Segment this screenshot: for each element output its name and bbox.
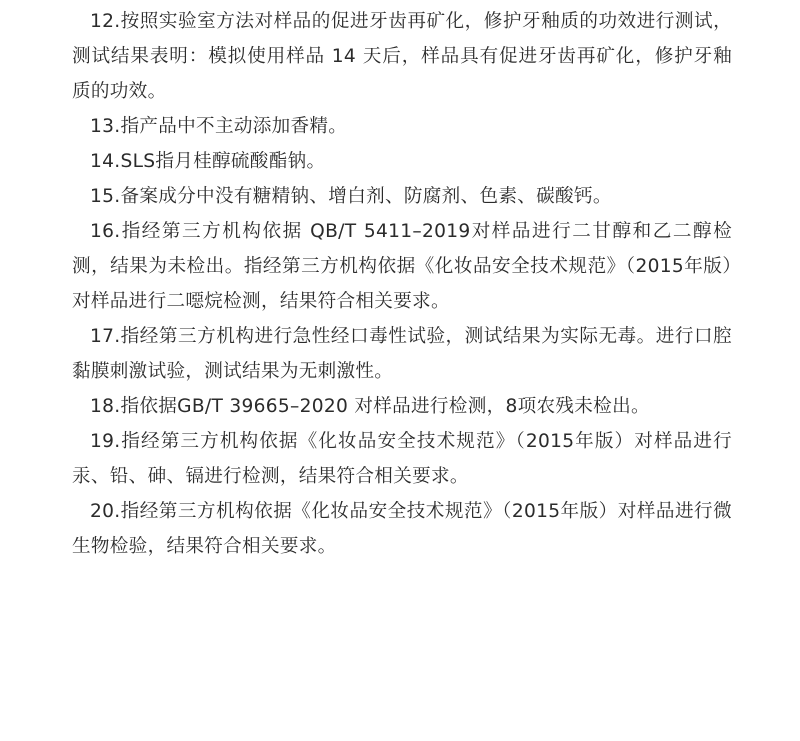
footnote-20: 20.指经第三方机构依据《化妆品安全技术规范》（2015年版）对样品进行微生物检验，结果符合相关要求。 (72, 501, 732, 557)
footnote-12: 12.按照实验室方法对样品的促进牙齿再矿化，修护牙釉质的功效进行测试，测试结果表明：模拟使用样品 14 天后，样品具有促进牙齿再矿化，修护牙釉质的功效。 (72, 11, 732, 102)
footnote-17: 17.指经第三方机构进行急性经口毒性试验，测试结果为实际无毒。进行口腔黏膜刺激试验，测试结果为无刺激性。 (72, 326, 732, 382)
footnotes-list (72, 4, 732, 564)
footnote-18: 18.指依据GB/T 39665–2020 对样品进行检测，8项农残未检出。 (90, 396, 650, 417)
footnote-13: 13.指产品中不主动添加香精。 (90, 116, 348, 137)
footnote-16: 16.指经第三方机构依据 QB/T 5411–2019对样品进行二甘醇和乙二醇检测，结果为未检出。指经第三方机构依据《化妆品安全技术规范》（2015年版）对样品进行二噁烷检测，结果符合相关要求。 (72, 221, 732, 312)
footnote-14: 14.SLS指月桂醇硫酸酯钠。 (90, 151, 326, 172)
footnote-19: 19.指经第三方机构依据《化妆品安全技术规范》（2015年版）对样品进行汞、铅、砷、镉进行检测，结果符合相关要求。 (72, 431, 732, 487)
footnote-15: 15.备案成分中没有糖精钠、增白剂、防腐剂、色素、碳酸钙。 (90, 186, 612, 207)
